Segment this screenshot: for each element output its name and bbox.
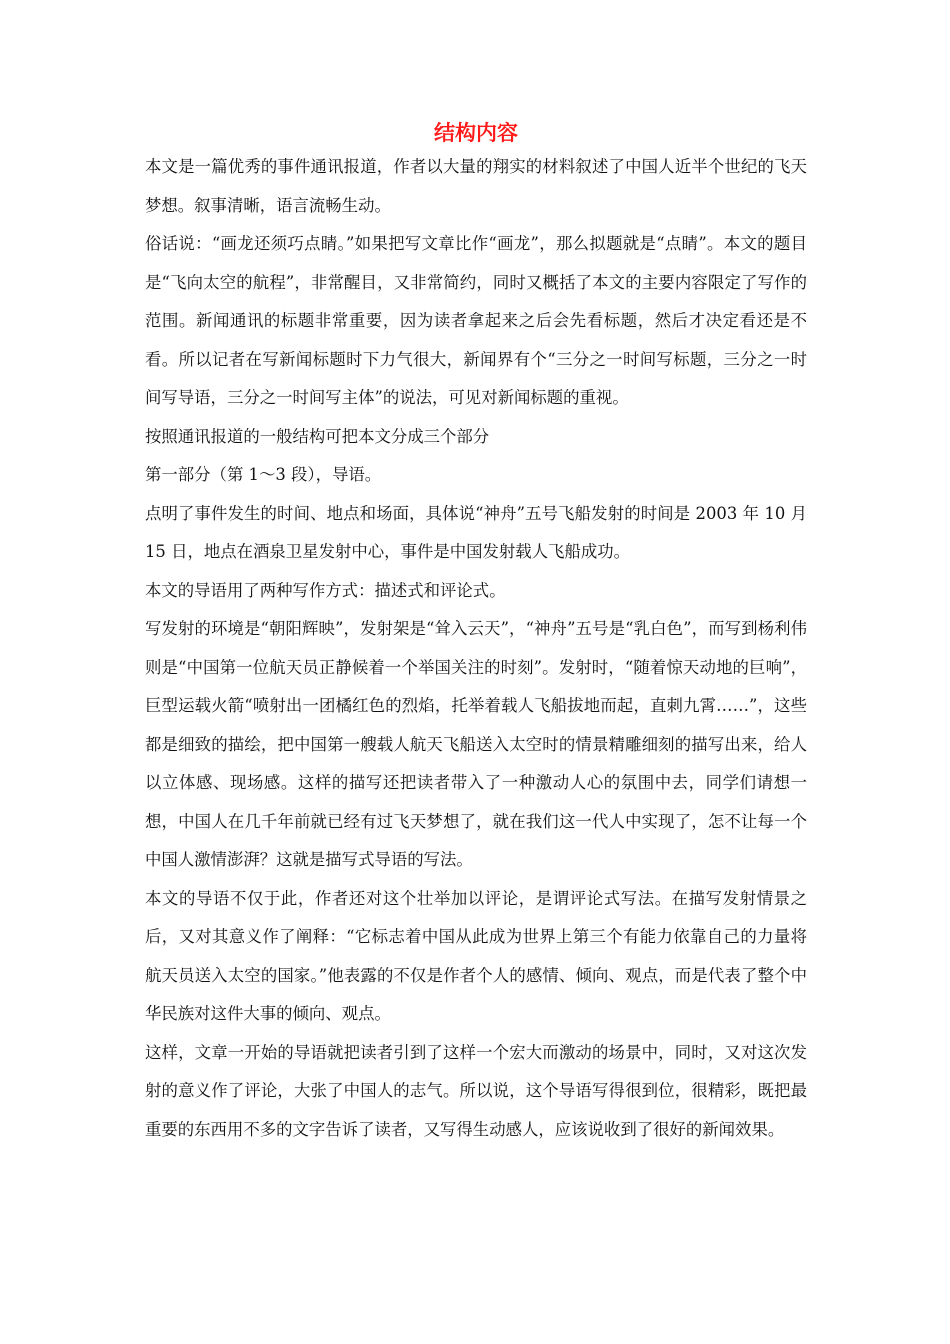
paragraph-part-one-heading: 第一部分（第 1～3 段），导语。 <box>145 465 382 484</box>
paragraph-descriptive-lead: 写发射的环境是“朝阳辉映”，发射架是“耸入云天”，“神舟”五号是“乳白色”，而写到杨利伟则是“中国第一位航天员正静候着一个举国关注的时刻”。发射时，“随着惊天动地的巨响”，巨型运载火箭“喷射出一团橘红色的烈焰，托举着载人飞船拔地而起，直刺九霄……”，这些都是细致的描绘，把中国第一艘载人航天飞船送入太空时的情景精雕细刻的描写出来，给人以立体感、现场感。这样的描写还把读者带入了一种激动人心的氛围中去，同学们请想一想，中国人在几千年前就已经有过飞天梦想了，就在我们这一代人中实现了，怎不让每一个中国人激情澎湃？这就是描写式导语的写法。 <box>145 619 807 869</box>
page-title: 结构内容 <box>434 121 518 145</box>
paragraph-event-summary: 点明了事件发生的时间、地点和场面，具体说“神舟”五号飞船发射的时间是 2003 年 10 月 15 日，地点在酒泉卫星发射中心，事件是中国发射载人飞船成功。 <box>145 503 807 561</box>
paragraph-intro: 本文是一篇优秀的事件通讯报道，作者以大量的翔实的材料叙述了中国人近半个世纪的飞天梦想。叙事清晰，语言流畅生动。 <box>145 157 807 215</box>
paragraph-lead-styles: 本文的导语用了两种写作方式：描述式和评论式。 <box>145 580 506 600</box>
paragraph-commentary-lead: 本文的导语不仅于此，作者还对这个壮举加以评论，是谓评论式写法。在描写发射情景之后，又对其意义作了阐释：“它标志着中国从此成为世界上第三个有能力依靠自己的力量将航天员送入太空的国家。”他表露的不仅是作者个人的感情、倾向、观点，而是代表了整个中华民族对这件大事的倾向、观点。 <box>145 888 807 1023</box>
paragraph-conclusion: 这样，文章一开始的导语就把读者引到了这样一个宏大而激动的场景中，同时，又对这次发射的意义作了评论，大张了中国人的志气。所以说，这个导语写得很到位，很精彩，既把最重要的东西用不多的文字告诉了读者，又写得生动感人，应该说收到了很好的新闻效果。 <box>145 1042 807 1139</box>
paragraph-structure: 按照通讯报道的一般结构可把本文分成三个部分 <box>145 426 490 446</box>
document-page <box>145 118 807 1149</box>
paragraph-title-analysis: 俗话说：“画龙还须巧点睛。”如果把写文章比作“画龙”，那么拟题就是“点睛”。本文的题目是“飞向太空的航程”，非常醒目，又非常简约，同时又概括了本文的主要内容限定了写作的范围。新闻通讯的标题非常重要，因为读者拿起来之后会先看标题，然后才决定看还是不看。所以记者在写新闻标题时下力气很大，新闻界有个“三分之一时间写标题，三分之一时间写导语，三分之一时间写主体”的说法，可见对新闻标题的重视。 <box>145 234 807 407</box>
